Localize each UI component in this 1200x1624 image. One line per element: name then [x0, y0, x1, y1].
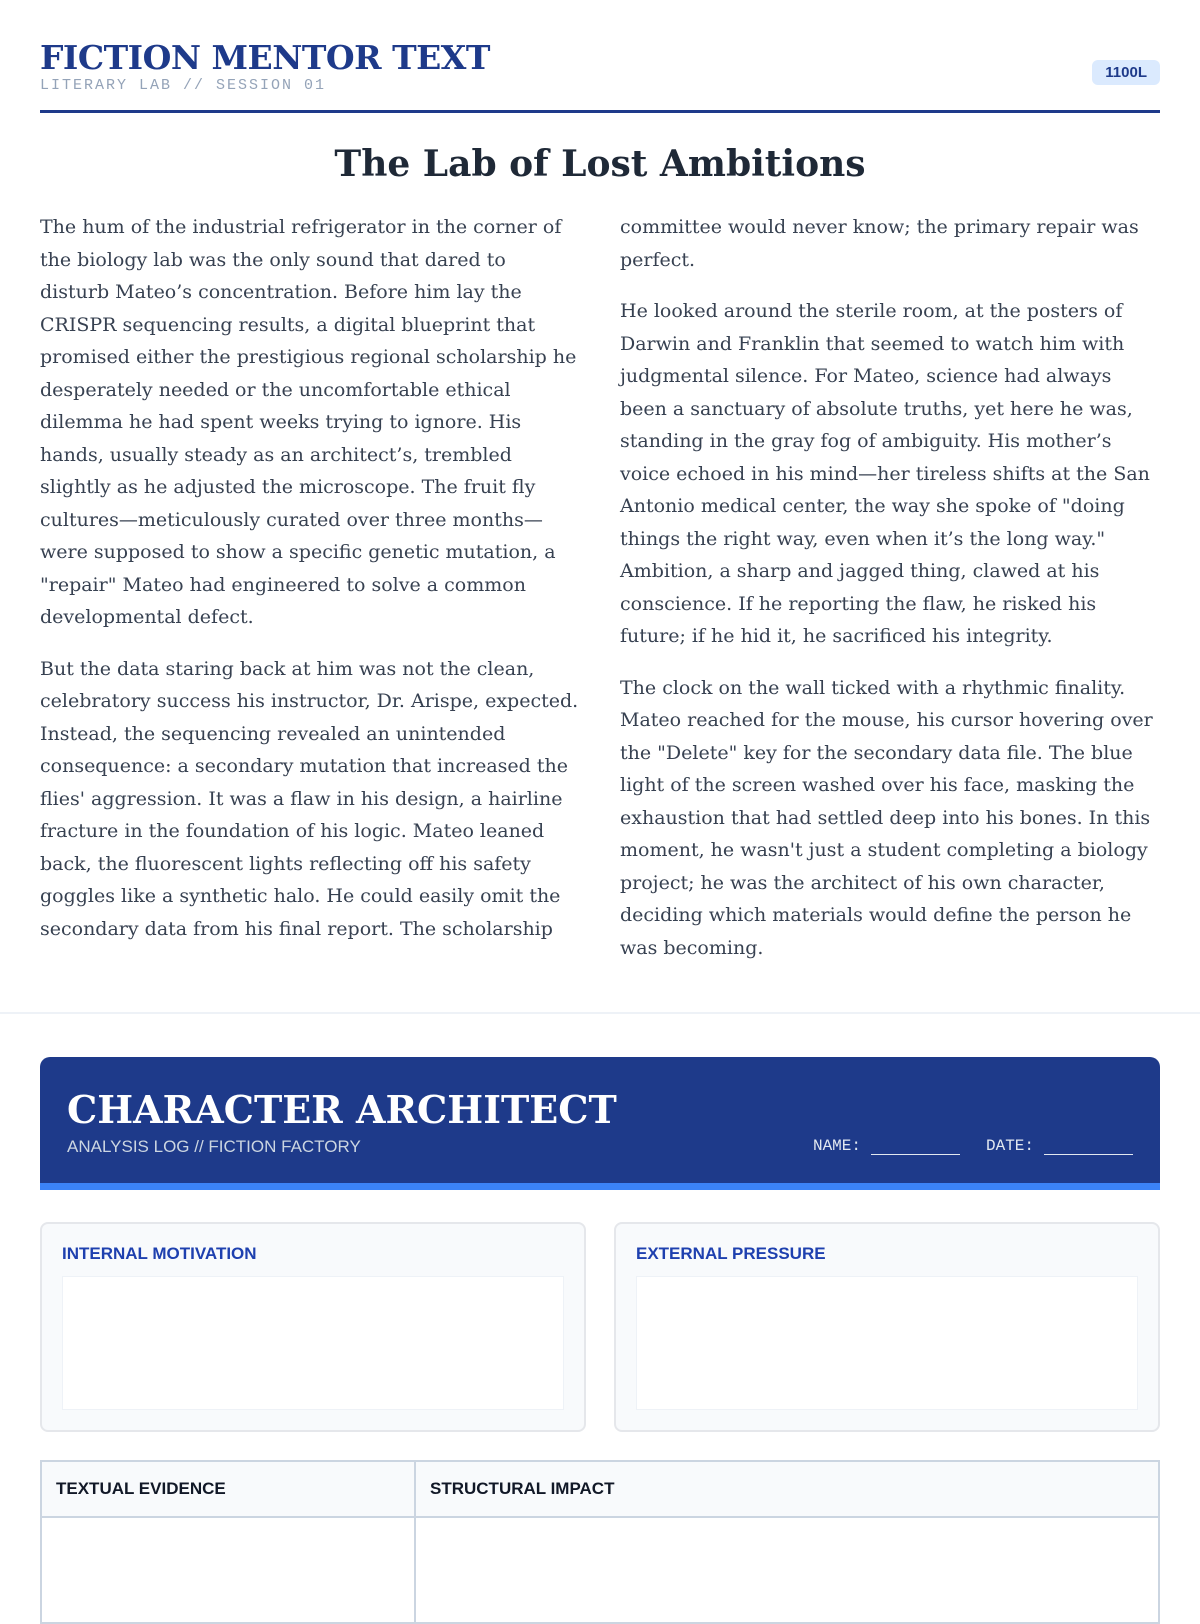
date-field[interactable] — [986, 1137, 1133, 1155]
internal-motivation-input[interactable] — [62, 1276, 564, 1410]
story-body — [40, 211, 1160, 971]
story-paragraph: The clock on the wall ticked with a rhythmic finality. Mateo reached for the mouse, his cursor hovering over the "Delete" key for the secondary data file. The blue light of the screen washed over his face, masking the exhaustion that had settled deep into his bones. In this moment, he wasn't just a student completing a biology project; he was the architect of his own character, deciding which materials would define the person he was becoming. — [620, 676, 1153, 959]
section-divider — [0, 1012, 1200, 1014]
textual-evidence-header: TEXTUAL EVIDENCE — [42, 1462, 414, 1518]
worksheet-title: CHARACTER ARCHITECT — [67, 1087, 617, 1132]
name-blank[interactable] — [871, 1140, 960, 1155]
story-paragraph: The hum of the industrial refrigerator in the corner of the biology lab was the only sound that dared to disturb Mateo’s concentration. Before him lay the CRISPR sequencing results, a digital blueprint that promised either the prestigious regional scholarship he desperately needed or the uncomfortable ethical dilemma he had spent weeks trying to ignore. His hands, usually steady as an architect’s, trembled slightly as he adjusted the microscope. The fruit fly cultures—meticulously curated over three months—were supposed to show a specific genetic mutation, a "repair" Mateo had engineered to solve a common developmental defect. — [40, 216, 577, 628]
name-field[interactable] — [813, 1137, 960, 1155]
story-paragraph: He looked around the sterile room, at the posters of Darwin and Franklin that seemed to watch him with judgmental silence. For Mateo, science had always been a sanctuary of absolute truths, yet here he was, standing in the gray fog of ambiguity. His mother’s voice echoed in his mind—her tireless shifts at the San Antonio medical center, the way she spoke of "doing things the right way, even when it’s the long way." Ambition, a sharp and jagged thing, clawed at his conscience. If he reporting the flaw, he risked his future; if he hid it, he sacrificed his integrity. — [620, 300, 1150, 647]
brand-block — [40, 40, 490, 94]
external-pressure-box — [614, 1222, 1160, 1432]
story-title: The Lab of Lost Ambitions — [334, 143, 866, 185]
date-label: DATE: — [985, 1137, 1034, 1155]
external-pressure-label: EXTERNAL PRESSURE — [636, 1244, 826, 1263]
internal-motivation-box — [40, 1222, 586, 1432]
page-header — [40, 40, 1160, 113]
internal-motivation-label: INTERNAL MOTIVATION — [62, 1244, 257, 1263]
structural-impact-cell[interactable] — [416, 1518, 1158, 1622]
textual-evidence-column — [42, 1462, 416, 1622]
external-pressure-input[interactable] — [636, 1276, 1138, 1410]
date-blank[interactable] — [1044, 1140, 1133, 1155]
lexile-badge: 1100L — [1092, 60, 1160, 85]
story-paragraph: But the data staring back at him was not the clean, celebratory success his instructor, Dr. Arispe, expected. Instead, the sequencing revealed an unintended consequence: a secondary mutation that increased the flies' aggression. It was a flaw in his design, a hairline fracture in the foundation of his logic. Mateo leaned back, the fluorescent lights reflecting off his safety goggles like a synthetic halo. He could easily omit the secondary data from his final report. The scholarship committee would never know; the primary repair was perfect. — [40, 216, 1139, 940]
character-architect-worksheet — [40, 1057, 1160, 1624]
evidence-table — [40, 1460, 1160, 1624]
worksheet-banner — [40, 1057, 1160, 1190]
structural-impact-header: STRUCTURAL IMPACT — [416, 1462, 1158, 1518]
motivation-boxes — [40, 1222, 1160, 1432]
page-subtitle: LITERARY LAB // SESSION 01 — [40, 77, 327, 94]
textual-evidence-cell[interactable] — [42, 1518, 414, 1622]
page-title: FICTION MENTOR TEXT — [40, 38, 490, 77]
name-label: NAME: — [812, 1137, 861, 1155]
name-date-fields — [813, 1137, 1133, 1155]
structural-impact-column — [416, 1462, 1158, 1622]
worksheet-subtitle: ANALYSIS LOG // FICTION FACTORY — [67, 1137, 361, 1156]
